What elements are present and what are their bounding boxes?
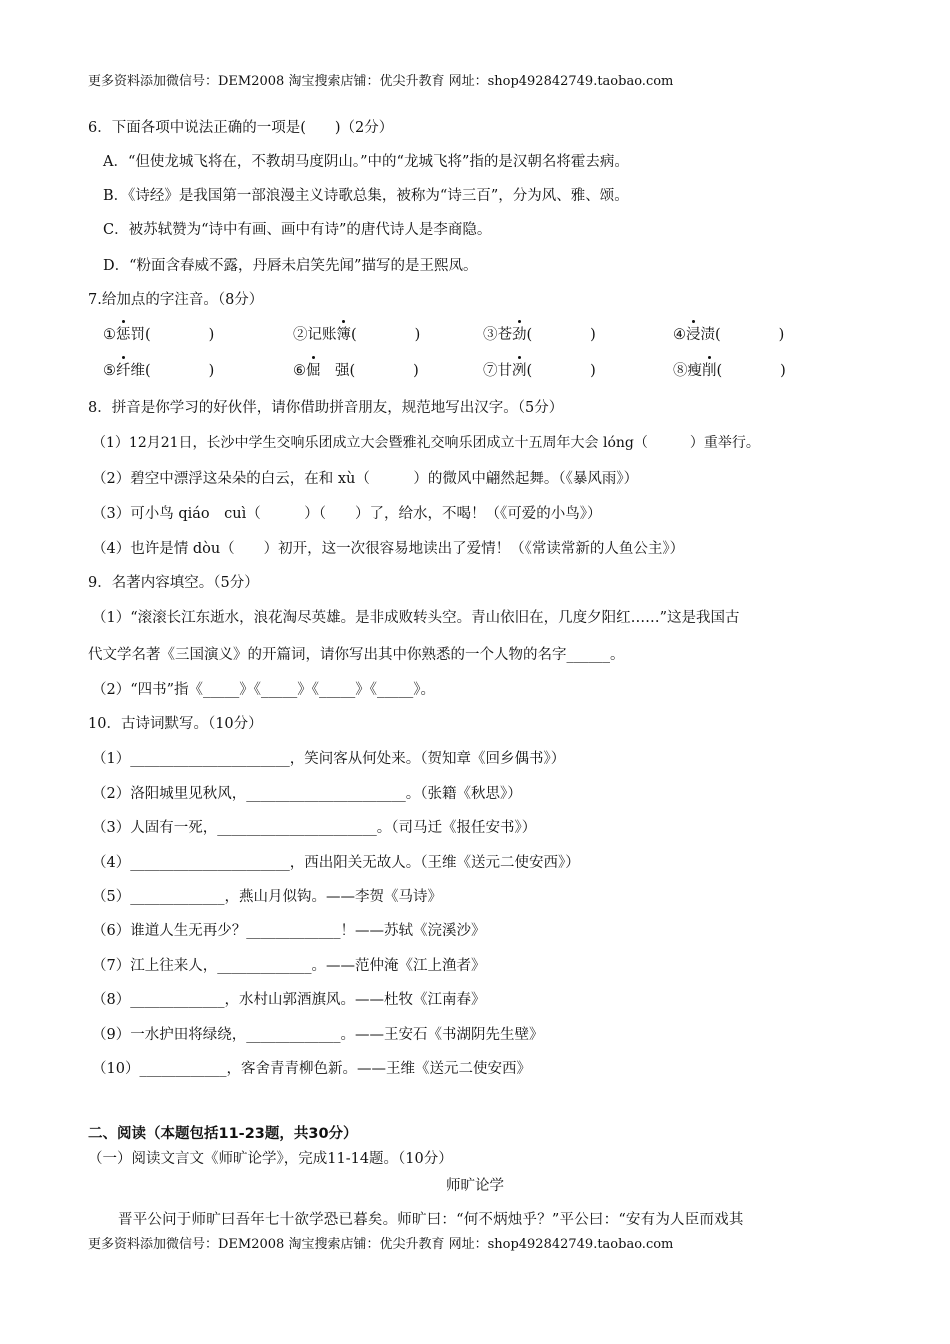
q7-row-1 bbox=[103, 325, 863, 345]
q8-item-4: （4）也许是情 dòu（ ）初开，这一次很容易地读出了爱情！（《常读常新的人鱼公主》） bbox=[92, 541, 685, 557]
q10-item-3: （3）人固有一死，______________________。（司马迁《报任安书》） bbox=[92, 820, 537, 836]
q7-item-5: ⑤纤维( ) bbox=[103, 363, 215, 379]
q10-item-4: （4）______________________，西出阳关无故人。（王维《送元二使安西》） bbox=[92, 855, 580, 871]
q10-item-8: （8）_____________，水村山郭酒旗风。——杜牧《江南春》 bbox=[92, 992, 486, 1008]
q10-item-9: （9）一水护田将绿绕，_____________。——王安石《书湖阴先生壁》 bbox=[92, 1027, 544, 1043]
q6-stem: 6．下面各项中说法正确的一项是( )（2分） bbox=[88, 120, 394, 136]
q9-item-2: （2）“四书”指《_____》《_____》《_____》《_____》。 bbox=[92, 682, 436, 698]
q10-item-7: （7）江上往来人，_____________。——范仲淹《江上渔者》 bbox=[92, 958, 486, 974]
q7-item-6: ⑥倔 强( ) bbox=[293, 363, 419, 379]
q10-item-6: （6）谁道人生无再少？_____________！——苏轼《浣溪沙》 bbox=[92, 923, 486, 939]
q7-item-3: ③苍劲( ) bbox=[483, 327, 596, 343]
q7-stem: 7.给加点的字注音。（8分） bbox=[88, 292, 264, 308]
essay-title: 师旷论学 bbox=[446, 1178, 504, 1194]
q9-item-1-line-1: （1）“滚滚长江东逝水，浪花淘尽英雄。是非成败转头空。青山依旧在，几度夕阳红……”这是我国古 bbox=[92, 610, 740, 626]
page-footer: 更多资料添加微信号：DEM2008 淘宝搜索店铺：优尖升教育 网址：shop492842749.taobao.com bbox=[88, 1237, 674, 1252]
q10-item-1: （1）______________________，笑问客从何处来。（贺知章《回乡偶书》） bbox=[92, 751, 566, 767]
q7-item-7: ⑦甘冽( ) bbox=[483, 363, 596, 379]
q9-stem: 9．名著内容填空。（5分） bbox=[88, 575, 259, 591]
q8-item-3: （3）可小鸟 qiáo cuì（ ）（ ）了，给水，不喝！（《可爱的小鸟》） bbox=[92, 506, 602, 522]
q6-option-d: D．“粉面含春威不露，丹唇未启笑先闻”描写的是王熙凤。 bbox=[103, 258, 478, 274]
q9-item-1-line-2: 代文学名著《三国演义》的开篇词，请你写出其中你熟悉的一个人物的名字______。 bbox=[88, 647, 625, 663]
q7-item-1: ①惩罚( ) bbox=[103, 327, 215, 343]
q10-item-2: （2）洛阳城里见秋风，______________________。（张籍《秋思》） bbox=[92, 786, 522, 802]
q10-item-10: （10）____________，客舍青青柳色新。——王维《送元二使安西》 bbox=[92, 1061, 531, 1077]
q7-item-4: ④浸渍( ) bbox=[673, 327, 785, 343]
q8-item-1: （1）12月21日，长沙中学生交响乐团成立大会暨雅礼交响乐团成立十五周年大会 lóng（ ）重举行。 bbox=[92, 435, 760, 451]
q6-option-c: C．被苏轼赞为“诗中有画、画中有诗”的唐代诗人是李商隐。 bbox=[103, 222, 492, 238]
section-2-title: 二、阅读（本题包括11-23题，共30分） bbox=[88, 1126, 358, 1142]
q6-option-a: A．“但使龙城飞将在，不教胡马度阴山。”中的“龙城飞将”指的是汉朝名将霍去病。 bbox=[103, 154, 629, 170]
q10-item-5: （5）_____________，燕山月似钩。——李贺《马诗》 bbox=[92, 889, 442, 905]
q6-option-b: B．《诗经》是我国第一部浪漫主义诗歌总集，被称为“诗三百”，分为风、雅、颂。 bbox=[103, 188, 629, 204]
section-2-subtitle: （一）阅读文言文《师旷论学》，完成11-14题。（10分） bbox=[88, 1151, 453, 1167]
q7-item-8: ⑧瘦削( ) bbox=[673, 363, 786, 379]
page-header: 更多资料添加微信号：DEM2008 淘宝搜索店铺：优尖升教育 网址：shop492842749.taobao.com bbox=[88, 74, 674, 89]
q7-row-2 bbox=[103, 361, 863, 381]
q10-stem: 10．古诗词默写。（10分） bbox=[88, 716, 263, 732]
q7-item-2: ②记账簿( ) bbox=[293, 327, 421, 343]
essay-text: 晋平公问于师旷曰吾年七十欲学恐已暮矣。师旷曰：“何不炳烛乎？”平公曰：“安有为人臣而戏其 bbox=[118, 1212, 744, 1228]
q8-stem: 8．拼音是你学习的好伙伴，请你借助拼音朋友，规范地写出汉字。（5分） bbox=[88, 400, 564, 416]
q8-item-2: （2）碧空中漂浮这朵朵的白云，在和 xù（ ）的微风中翩然起舞。（《暴风雨》） bbox=[92, 471, 639, 487]
